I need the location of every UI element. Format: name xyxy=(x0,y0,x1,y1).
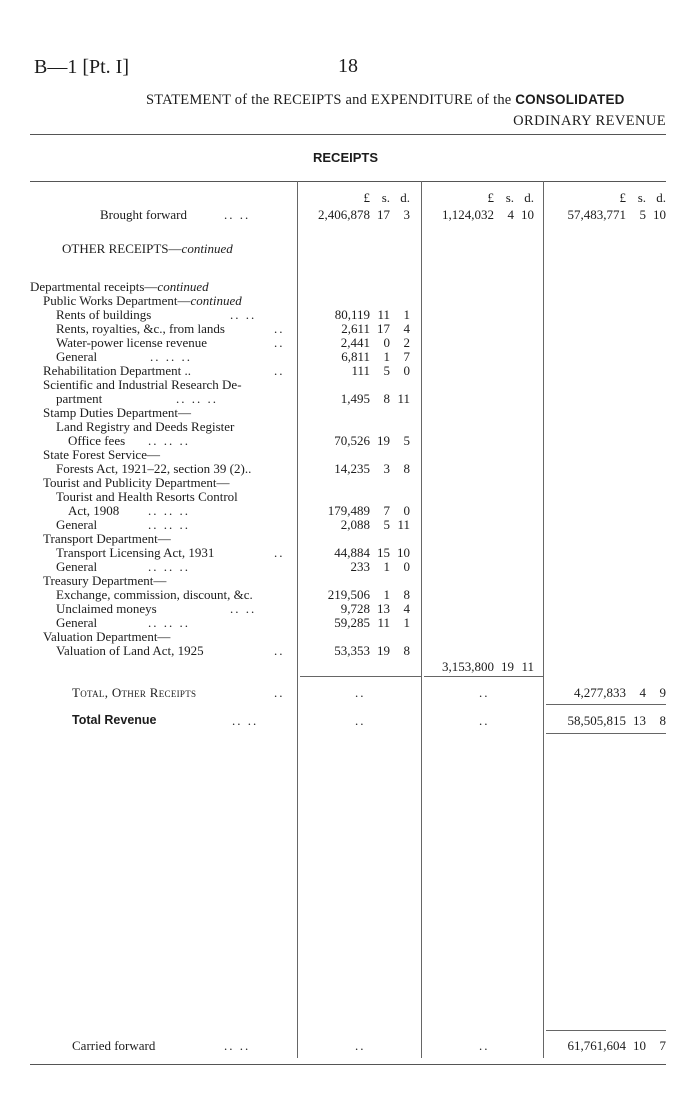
pounds-symbol: £ xyxy=(487,190,494,205)
pence-symbol: d. xyxy=(524,190,534,205)
title-prefix: STATEMENT of the RECEIPTS and EXPENDITURE of the xyxy=(146,92,512,108)
pence: 8 xyxy=(403,643,410,658)
shillings: 10 xyxy=(633,1038,646,1053)
pence-symbol: d. xyxy=(400,190,410,205)
pence: 7 xyxy=(403,349,410,364)
heading-italic: continued xyxy=(190,293,242,308)
item-amount xyxy=(300,391,416,407)
brought-forward-col2 xyxy=(424,207,540,223)
title-bold: CONSOLIDATED xyxy=(515,92,625,107)
pence: 2 xyxy=(403,335,410,350)
shillings: 19 xyxy=(377,643,390,658)
shillings: 8 xyxy=(383,391,390,406)
brought-forward-label: Brought forward xyxy=(100,207,188,222)
item-amount xyxy=(300,433,416,449)
pence: 10 xyxy=(521,207,534,222)
pounds: 59,285 xyxy=(334,615,370,630)
pence: 1 xyxy=(403,307,410,322)
pence: 8 xyxy=(659,713,666,728)
shillings: 11 xyxy=(377,307,390,322)
shillings: 11 xyxy=(377,615,390,630)
item-label: Exchange, commission, discount, &c. xyxy=(56,587,253,602)
pence: 11 xyxy=(397,517,410,532)
item-dots: .. xyxy=(274,321,285,336)
item-label: General xyxy=(56,517,98,532)
item-dots: .. .. .. xyxy=(148,433,190,448)
item-dots: .. xyxy=(274,363,285,378)
item-amount xyxy=(300,615,416,631)
pounds: 14,235 xyxy=(334,461,370,476)
pence-symbol: d. xyxy=(656,190,666,205)
item-label: General xyxy=(56,349,98,364)
item-dots: .. .. .. xyxy=(148,559,190,574)
currency-header-col2 xyxy=(424,190,540,206)
office-fees-label: Office fees xyxy=(68,433,126,448)
pounds: 58,505,815 xyxy=(567,713,626,728)
pence: 0 xyxy=(403,503,410,518)
total-revenue-col2: .. xyxy=(479,713,490,728)
item-label: Water-power license revenue xyxy=(56,335,207,350)
scientific-heading-line2: partment xyxy=(56,391,103,406)
carried-forward-top-rule xyxy=(546,1030,666,1031)
pounds: 111 xyxy=(351,363,370,378)
section-heading: RECEIPTS xyxy=(313,150,379,165)
pounds: 61,761,604 xyxy=(567,1038,626,1053)
item-amount xyxy=(300,517,416,533)
item-dots: .. .. xyxy=(230,307,257,322)
item-dots: .. .. .. xyxy=(148,517,190,532)
pence: 11 xyxy=(397,391,410,406)
subtotal-rule-col1 xyxy=(300,676,421,677)
total-other-col1: .. xyxy=(355,685,366,700)
pence: 0 xyxy=(403,559,410,574)
total-other-receipts-label: Total, Other Receipts xyxy=(72,685,197,700)
state-forest-heading: State Forest Service— xyxy=(43,447,160,462)
column-divider-2 xyxy=(421,181,422,1058)
brought-forward-dots: .. .. xyxy=(224,207,251,222)
total-other-col3 xyxy=(546,685,666,701)
shillings-symbol: s. xyxy=(381,190,390,205)
carried-forward-dots: .. .. xyxy=(224,1038,251,1053)
shillings: 4 xyxy=(639,685,646,700)
item-dots: .. xyxy=(274,335,285,350)
item-label: General xyxy=(56,615,98,630)
pounds: 3,153,800 xyxy=(442,659,494,674)
subtotal-col2 xyxy=(424,659,540,675)
pence: 9 xyxy=(659,685,666,700)
item-amount xyxy=(300,461,416,477)
carried-forward-col1: .. xyxy=(355,1038,366,1053)
item-dots: .. .. .. xyxy=(150,349,192,364)
item-amount xyxy=(300,643,416,659)
shillings: 5 xyxy=(383,363,390,378)
total-other-col2: .. xyxy=(479,685,490,700)
pounds: 70,526 xyxy=(334,433,370,448)
pounds: 2,441 xyxy=(340,335,370,350)
tourist-health-heading: Tourist and Health Resorts Control xyxy=(56,489,238,504)
pounds-symbol: £ xyxy=(363,190,370,205)
item-label: Transport Licensing Act, 1931 xyxy=(56,545,215,560)
pence: 10 xyxy=(653,207,666,222)
heading-main: Public Works Department— xyxy=(43,293,191,308)
pence: 0 xyxy=(403,363,410,378)
pence: 8 xyxy=(403,587,410,602)
pounds-symbol: £ xyxy=(619,190,626,205)
column-divider-1 xyxy=(297,181,298,1058)
item-label: Act, 1908 xyxy=(68,503,120,518)
shillings: 5 xyxy=(639,207,646,222)
subtotal-rule-col2 xyxy=(424,676,543,677)
total-other-dots: .. xyxy=(274,685,285,700)
item-dots: .. .. xyxy=(230,601,257,616)
pounds: 6,811 xyxy=(341,349,370,364)
shillings: 13 xyxy=(633,713,646,728)
shillings: 7 xyxy=(383,503,390,518)
pounds: 9,728 xyxy=(340,601,370,616)
item-label: Rents of buildings xyxy=(56,307,152,322)
page-number: 18 xyxy=(338,55,358,77)
total-revenue-label: Total Revenue xyxy=(72,713,157,727)
heading-italic: continued xyxy=(181,241,233,256)
pence: 5 xyxy=(403,433,410,448)
shillings: 1 xyxy=(383,349,390,364)
column-divider-3 xyxy=(543,181,544,1058)
shillings-symbol: s. xyxy=(637,190,646,205)
title-rule xyxy=(30,134,666,135)
item-label: Valuation of Land Act, 1925 xyxy=(56,643,204,658)
item-dots: .. xyxy=(274,643,285,658)
shillings: 1 xyxy=(383,559,390,574)
heading-main: Departmental receipts— xyxy=(30,279,158,294)
shillings-symbol: s. xyxy=(505,190,514,205)
heading-main: OTHER RECEIPTS— xyxy=(62,241,182,256)
shillings: 13 xyxy=(377,601,390,616)
heading-italic: continued xyxy=(157,279,209,294)
item-amount xyxy=(300,363,416,379)
currency-header-col3 xyxy=(546,190,666,206)
shillings: 0 xyxy=(383,335,390,350)
item-label: Forests Act, 1921–22, section 39 (2).. xyxy=(56,461,252,476)
pounds: 80,119 xyxy=(334,307,370,322)
pounds: 2,088 xyxy=(340,517,370,532)
shillings: 17 xyxy=(377,207,390,222)
pounds: 53,353 xyxy=(334,643,370,658)
pence: 4 xyxy=(403,601,410,616)
pence: 3 xyxy=(403,207,410,222)
pounds: 219,506 xyxy=(327,587,370,602)
land-registry-heading: Land Registry and Deeds Register xyxy=(56,419,235,434)
shillings: 5 xyxy=(383,517,390,532)
transport-heading: Transport Department— xyxy=(43,531,171,546)
carried-forward-label: Carried forward xyxy=(72,1038,156,1053)
currency-header-col1 xyxy=(300,190,416,206)
pounds: 57,483,771 xyxy=(567,207,626,222)
pounds: 179,489 xyxy=(327,503,370,518)
valuation-heading: Valuation Department— xyxy=(43,629,171,644)
shillings: 19 xyxy=(501,659,514,674)
table-bottom-rule xyxy=(30,1064,666,1065)
item-dots: .. .. .. xyxy=(148,615,190,630)
treasury-heading: Treasury Department— xyxy=(43,573,167,588)
total-revenue-col1: .. xyxy=(355,713,366,728)
carried-forward-col3 xyxy=(546,1038,666,1054)
item-amount xyxy=(300,559,416,575)
shillings: 19 xyxy=(377,433,390,448)
shillings: 17 xyxy=(377,321,390,336)
item-label: General xyxy=(56,559,98,574)
pence: 8 xyxy=(403,461,410,476)
brought-forward-col1 xyxy=(300,207,416,223)
statement-title-line2: ORDINARY REVENUE xyxy=(513,113,666,129)
pence: 7 xyxy=(659,1038,666,1053)
pounds: 44,884 xyxy=(334,545,370,560)
pence: 4 xyxy=(403,321,410,336)
shillings: 4 xyxy=(507,207,514,222)
document-reference: B—1 [Pt. I] xyxy=(34,56,129,78)
scientific-heading-line1: Scientific and Industrial Research De- xyxy=(43,377,242,392)
pounds: 233 xyxy=(350,559,370,574)
item-dots: .. .. .. xyxy=(176,391,218,406)
pence: 1 xyxy=(403,615,410,630)
pence: 10 xyxy=(397,545,410,560)
total-revenue-rule xyxy=(546,733,666,734)
tourist-heading: Tourist and Publicity Department— xyxy=(43,475,230,490)
total-revenue-col3 xyxy=(546,713,666,729)
item-dots: .. .. .. xyxy=(148,503,190,518)
shillings: 3 xyxy=(383,461,390,476)
pounds: 2,406,878 xyxy=(318,207,370,222)
statement-title-line1 xyxy=(146,92,625,109)
item-label: Rehabilitation Department .. xyxy=(43,363,192,378)
other-receipts-heading xyxy=(62,241,233,257)
total-other-rule xyxy=(546,704,666,705)
item-label: Unclaimed moneys xyxy=(56,601,157,616)
total-revenue-dots: .. .. xyxy=(232,713,259,728)
shillings: 1 xyxy=(383,587,390,602)
pence: 11 xyxy=(521,659,534,674)
pounds: 2,611 xyxy=(341,321,370,336)
stamp-heading: Stamp Duties Department— xyxy=(43,405,192,420)
pounds: 1,495 xyxy=(340,391,370,406)
table-top-rule xyxy=(30,181,666,182)
carried-forward-col2: .. xyxy=(479,1038,490,1053)
pounds: 4,277,833 xyxy=(574,685,626,700)
shillings: 15 xyxy=(377,545,390,560)
pounds: 1,124,032 xyxy=(442,207,494,222)
item-dots: .. xyxy=(274,545,285,560)
brought-forward-col3 xyxy=(546,207,666,223)
item-label: Rents, royalties, &c., from lands xyxy=(56,321,225,336)
